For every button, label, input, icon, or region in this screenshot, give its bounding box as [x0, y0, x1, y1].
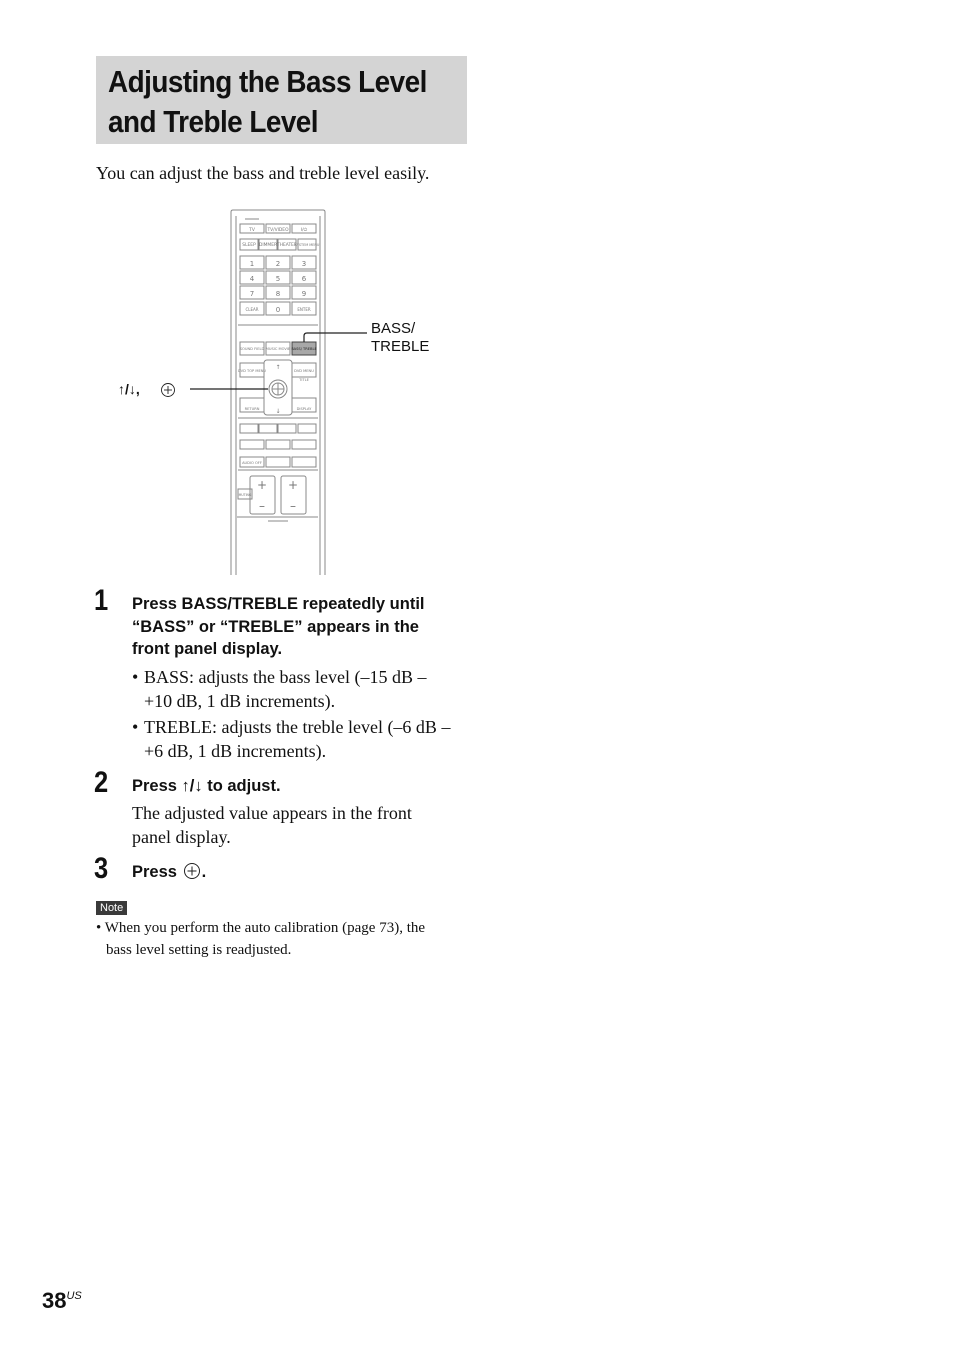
bullet-treble-line-2: +6 dB, 1 dB increments). [144, 741, 327, 761]
step-3-heading-period: . [201, 863, 207, 881]
step-2-body-line-2: panel display. [132, 827, 231, 847]
enter-circle-icon [162, 384, 175, 397]
page-number-suffix: US [66, 1290, 82, 1302]
remote-label-system-menu: SYSTEM MENU [294, 243, 320, 247]
page-title-line-1: Adjusting the Bass Level [108, 64, 427, 99]
remote-label-bass-treble: BASS/ TREBLE [291, 347, 317, 351]
step-1-number: 1 [94, 584, 109, 617]
bullet-dot: • [132, 667, 139, 687]
remote-label-music-movie: MUSIC MOVIE [265, 347, 291, 351]
step-2-number: 2 [94, 766, 109, 799]
remote-channel-minus-icon: – [290, 499, 296, 513]
step-1-heading-line-2: “BASS” or “TREBLE” appears in the [132, 617, 419, 636]
remote-digit-7: 7 [249, 290, 255, 298]
step-1-bullets [132, 665, 472, 765]
remote-digit-1: 1 [249, 260, 255, 268]
remote-label-return: RETURN [244, 407, 260, 411]
step-2-heading: Press ↑/↓ to adjust. [132, 777, 281, 795]
remote-up-arrow-icon: ↑ [275, 364, 281, 371]
note-line-1: • When you perform the auto calibration (page 73), the [96, 920, 426, 936]
bullet-treble [132, 715, 472, 763]
callout-arrows: ↑/↓, [118, 381, 140, 397]
bullet-treble-line-1: TREBLE: adjusts the treble level (–6 dB – [144, 717, 451, 737]
page-number-value: 38 [42, 1288, 67, 1313]
remote-digit-2: 2 [275, 260, 281, 268]
remote-digit-6: 6 [301, 275, 307, 283]
remote-label-enter: ENTER [297, 307, 311, 312]
step-2-body [132, 801, 472, 849]
callout-bass-treble-line-1: BASS/ [371, 320, 416, 337]
bullet-dot: • [132, 717, 139, 737]
remote-label-dvd-top-menu: DVD TOP MENU [237, 369, 267, 373]
bullet-bass-line-1: BASS: adjusts the bass level (–15 dB – [144, 667, 427, 687]
step-2-body-line-1: The adjusted value appears in the front [132, 803, 412, 823]
step-1-heading [132, 593, 467, 661]
enter-circle-icon [182, 862, 202, 880]
remote-volume-minus-icon: – [259, 499, 265, 513]
remote-digit-4: 4 [249, 275, 255, 283]
remote-channel-plus-icon: + [287, 478, 299, 492]
callout-bass-treble-line-2: TREBLE [371, 338, 430, 355]
remote-label-dvd-menu: DVD MENU [294, 369, 314, 373]
remote-label-tv: TV [249, 228, 255, 233]
step-3-heading-press: Press [132, 863, 177, 881]
note-line-2: bass level setting is readjusted. [106, 942, 292, 958]
remote-label-sound-field: SOUND FIELD [239, 347, 265, 351]
remote-digit-5: 5 [275, 275, 281, 283]
remote-label-audio-off: AUDIO OFF [242, 461, 262, 465]
step-3-heading [132, 861, 467, 884]
step-1-heading-line-3: front panel display. [132, 640, 283, 658]
remote-label-theater: THEATER [277, 243, 297, 248]
remote-label-display: DISPLAY [296, 407, 312, 411]
remote-down-arrow-icon: ↓ [275, 408, 281, 415]
callout-bass-treble [371, 320, 429, 356]
bullet-bass-line-2: +10 dB, 1 dB increments). [144, 691, 336, 711]
page-number [42, 1283, 82, 1314]
remote-digit-0: 0 [275, 306, 281, 314]
page-title [108, 62, 431, 142]
note-text [96, 917, 471, 961]
title-banner [96, 56, 467, 144]
note-badge: Note [96, 901, 127, 915]
remote-digit-8: 8 [275, 290, 281, 298]
remote-label-tv-video: TV/VIDEO [267, 228, 289, 233]
remote-control-illustration [110, 205, 460, 580]
remote-digit-9: 9 [301, 290, 307, 298]
page-title-line-2: and Treble Level [108, 104, 319, 139]
remote-label-clear: CLEAR [245, 307, 259, 312]
remote-volume-plus-icon: + [256, 478, 268, 492]
remote-label-sleep: SLEEP [242, 243, 256, 248]
remote-label-power: I/⏻ [300, 228, 308, 233]
bullet-bass [132, 665, 472, 713]
step-3-number: 3 [94, 852, 109, 885]
remote-label-muting: MUTING [238, 493, 252, 497]
remote-digit-3: 3 [301, 260, 307, 268]
intro-text: You can adjust the bass and treble level easily. [96, 163, 430, 183]
step-1-heading-line-1: Press BASS/TREBLE repeatedly until [132, 595, 425, 613]
remote-label-title: TITLE [299, 378, 309, 382]
remote-label-dimmer: DIMMER [258, 243, 278, 248]
